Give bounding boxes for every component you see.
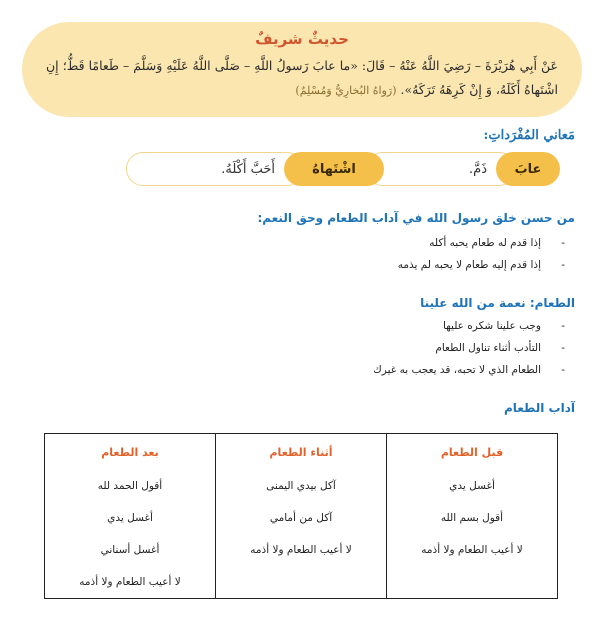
vocab-term-1: عابَ <box>496 152 560 186</box>
table-cell <box>387 566 558 599</box>
table-row <box>45 502 558 534</box>
table-cell: أغسل يدي <box>45 502 216 534</box>
vocab-meaning-1: ذَمَّ. <box>366 152 516 186</box>
table-cell: أغسل أسناني <box>45 534 216 566</box>
header-after-meal: بعد الطعام <box>45 434 216 471</box>
table-cell: أغسل يدي <box>387 470 558 502</box>
hadith-text <box>46 54 558 103</box>
table-cell: أقول بسم الله <box>387 502 558 534</box>
table-cell: أقول الحمد لله <box>45 470 216 502</box>
vocabulary-row <box>56 152 560 186</box>
section1-list <box>398 232 565 276</box>
table-row <box>45 470 558 502</box>
vocab-meaning-2: أَحَبَّ أَكْلَهُ. <box>126 152 304 186</box>
list-item: - التأدب أثناء تناول الطعام <box>373 337 565 359</box>
hadith-reference: (رَواهُ البُخارِيُّ وَمُسْلِمٌ) <box>295 84 397 97</box>
header-during-meal: أثناء الطعام <box>216 434 387 471</box>
vocab-term-2: اشْتَهاهُ <box>284 152 384 186</box>
hadith-box <box>22 22 582 117</box>
vocabulary-title: مَعاني المُفْرَداتِ: <box>483 128 575 143</box>
table-row <box>45 566 558 599</box>
section2-list <box>373 315 565 381</box>
list-item: - وجب علينا شكره عليها <box>373 315 565 337</box>
table-cell: لا أعيب الطعام ولا أذمه <box>216 534 387 566</box>
table-cell: لا أعيب الطعام ولا أذمه <box>45 566 216 599</box>
hadith-title: حديثٌ شريفٌ <box>255 30 349 48</box>
table-row <box>45 534 558 566</box>
list-item: - إذا قدم له طعام يحبه أكله <box>398 232 565 254</box>
table-cell: لا أعيب الطعام ولا أذمه <box>387 534 558 566</box>
table-cell <box>216 566 387 599</box>
section3-heading: آداب الطعام <box>503 401 575 415</box>
adab-table <box>44 433 558 599</box>
section2-heading: الطعام: نعمة من الله علينا <box>420 296 575 310</box>
table-cell: آكل من أمامي <box>216 502 387 534</box>
section1-heading: من حسن خلق رسول الله في آداب الطعام وحق النعم: <box>257 211 575 225</box>
list-item: - الطعام الذي لا تحبه، قد يعجب به غيرك <box>373 359 565 381</box>
hadith-body: عَنْ أَبِي هُرَيْرَةَ – رَضِيَ اللَّهُ عَنْهُ – قَالَ: «ما عابَ رَسولُ اللَّهِ – صَلَّى اللَّهُ عَلَيْهِ وَسَلَّمَ – طَعامًا قَطُّ؛ إِنِ اشْتَهاهُ أَكَلَهُ، وَ إِنْ كَرِهَهُ تَرَكَهُ». <box>46 58 558 97</box>
table-header-row <box>45 434 558 471</box>
table-cell: آكل بيدي اليمنى <box>216 470 387 502</box>
header-before-meal: قبل الطعام <box>387 434 558 471</box>
list-item: - إذا قدم إليه طعام لا يحبه لم يذمه <box>398 254 565 276</box>
